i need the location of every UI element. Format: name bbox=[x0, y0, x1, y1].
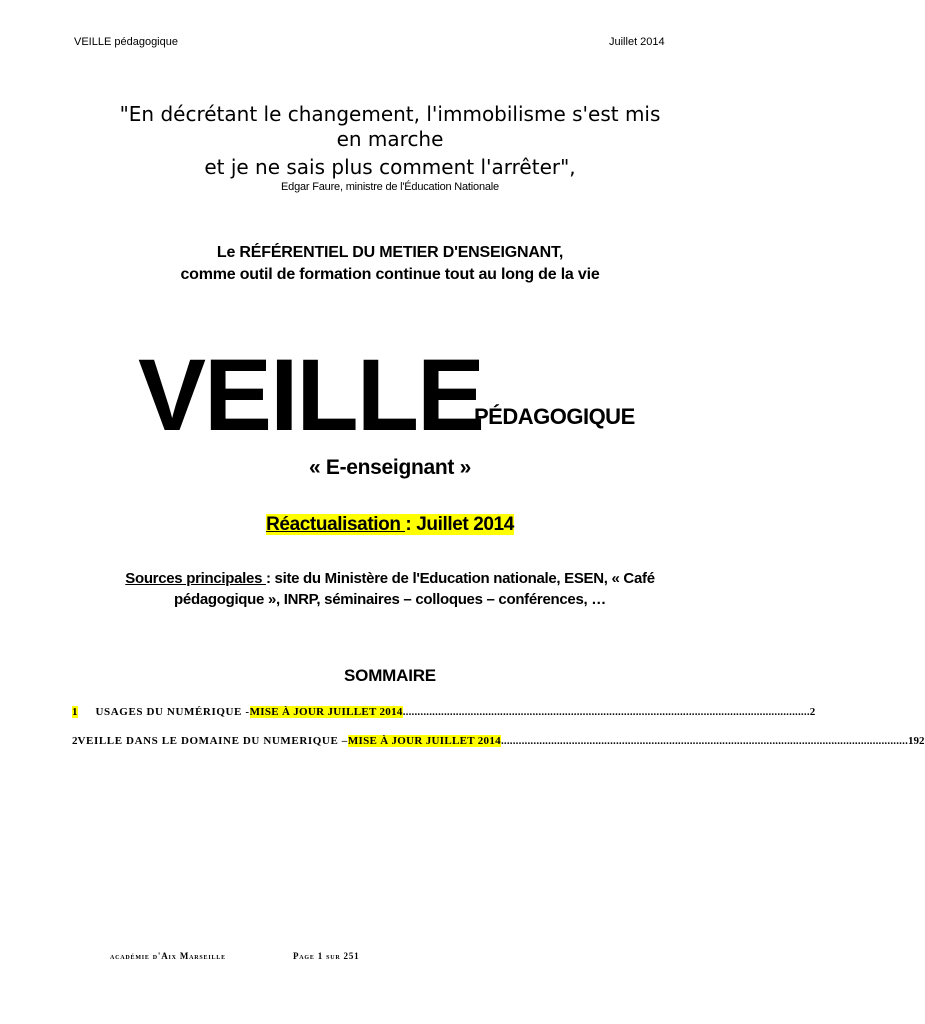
toc-entry-highlight: MISE À JOUR JUILLET 2014 bbox=[249, 706, 403, 718]
toc-entry-leader: .......................................................................................................................................... bbox=[402, 706, 810, 718]
title-veille: VEILLE bbox=[138, 338, 484, 452]
reactualisation-value: : Juillet 2014 bbox=[405, 514, 514, 535]
quote-line-3: et je ne sais plus comment l'arrêter", bbox=[204, 155, 576, 179]
sources-text-1: : site du Ministère de l'Education nationale, ESEN, « Café bbox=[265, 570, 655, 587]
toc-entry-highlight: MISE À JOUR JUILLET 2014 bbox=[347, 735, 501, 747]
sources-text-2: pédagogique », INRP, séminaires – colloques – conférences, … bbox=[174, 591, 606, 608]
toc-entry-title: VEILLE DANS LE DOMAINE DU NUMERIQUE – bbox=[77, 735, 348, 747]
quote-line-1: "En décrétant le changement, l'immobilisme s'est mis bbox=[119, 102, 661, 126]
main-title bbox=[138, 340, 698, 450]
sommaire-title: SOMMAIRE bbox=[344, 666, 436, 685]
toc-entry-page: 192 bbox=[908, 735, 925, 747]
sources bbox=[100, 568, 680, 610]
reactualisation-label: Réactualisation bbox=[266, 514, 406, 535]
toc-entry-number: 2 bbox=[72, 735, 78, 747]
reactualisation bbox=[60, 514, 720, 536]
toc-entry-1[interactable] bbox=[72, 706, 816, 724]
quote-author: Edgar Faure, ministre de l'Éducation Nationale bbox=[281, 181, 499, 193]
referentiel-line-2: comme outil de formation continue tout au long de la vie bbox=[180, 266, 600, 283]
footer-academie: académie d'Aix Marseille bbox=[110, 951, 226, 961]
toc-entry-leader: .......................................................................................................................................... bbox=[500, 735, 909, 747]
toc-entry-number: 1 bbox=[72, 706, 78, 718]
header-left: VEILLE pédagogique bbox=[74, 36, 178, 48]
header-right: Juillet 2014 bbox=[609, 36, 665, 48]
toc-entry-2[interactable] bbox=[72, 735, 925, 753]
title-pedagogique: PÉDAGOGIQUE bbox=[474, 404, 635, 429]
referentiel-line-1: Le RÉFÉRENTIEL DU METIER D'ENSEIGNANT, bbox=[216, 244, 564, 261]
subtitle-e-enseignant: « E-enseignant » bbox=[308, 456, 472, 479]
toc-entry-page: 2 bbox=[809, 706, 816, 718]
quote-line-2: en marche bbox=[336, 127, 444, 151]
sources-label: Sources principales bbox=[125, 570, 266, 587]
toc-entry-title: USAGES DU NUMÉRIQUE - bbox=[95, 706, 250, 718]
footer-page-number: Page 1 sur 251 bbox=[293, 951, 360, 961]
